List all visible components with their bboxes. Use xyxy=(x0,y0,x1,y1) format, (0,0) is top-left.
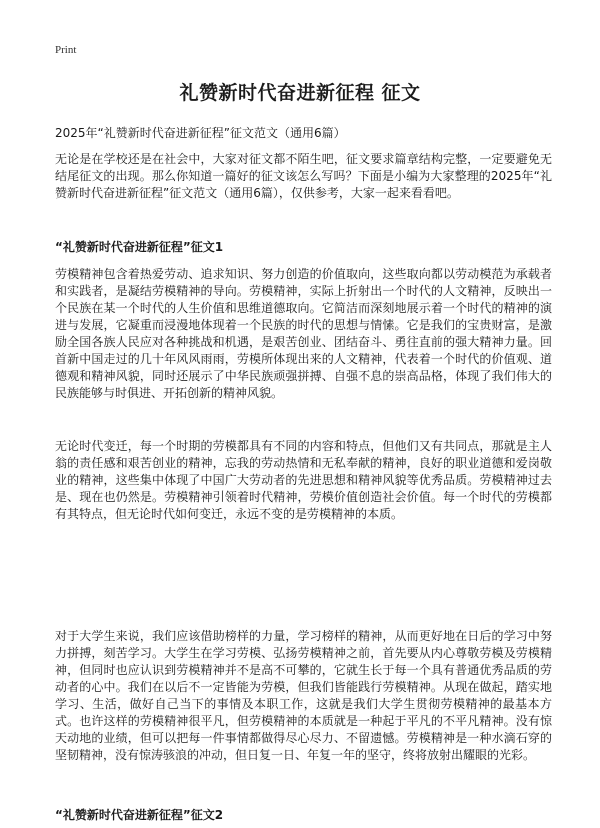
page-title: 礼赞新时代奋进新征程 征文 xyxy=(179,82,421,104)
intro-paragraph: 无论是在学校还是在社会中，大家对征文都不陌生吧，征文要求篇章结构完整，一定要避免无结尾征文的出现。那么你知道一篇好的征文该怎么写吗？下面是小编为大家整理的2025年“礼赞新时代奋进新征程”征文范文（通用6篇），仅供参考，大家一起来看看吧。 xyxy=(55,152,552,200)
section-1-paragraph-2: 无论时代变迁，每一个时期的劳模都具有不同的内容和特点，但他们又有共同点，那就是主人翁的责任感和艰苦创业的精神，忘我的劳动热情和无私奉献的精神，良好的职业道德和爱岗敬业的精神，这些集中体现了中国广大劳动者的先进思想和精神风貌等优秀品质。劳模精神过去是、现在也仍然是。劳模精神引领着时代精神，劳模价值创造社会价值。每一个时代的劳模都有其特点，但无论时代如何变迁，永远不变的是劳模精神的本质。 xyxy=(55,439,552,521)
section-1-paragraph-1: 劳模精神包含着热爱劳动、追求知识、努力创造的价值取向，这些取向都以劳动模范为承载者和实践者，是凝结劳模精神的导向。劳模精神，实际上折射出一个时代的人文精神，反映出一个民族在某一个时代的人生价值和思维道德取向。它简洁而深刻地展示着一个时代的精神的演进与发展，它凝重而浸漫地体现着一个民族的时代的思想与情愫。它是我们的宝贵财富，是激励全国各族人民应对各种挑战和机遇，是艰苦创业、团结奋斗、勇往直前的强大精神力量。回首新中国走过的几十年风风雨雨，劳模所体现出来的人文精神，代表着一个时代的价值观、道德观和精神风貌，同时还展示了中华民族顽强拼搏、自强不息的崇高品格，体现了我们伟大的民族能够与时俱进、开拓创新的精神风貌。 xyxy=(55,267,552,400)
section-1-paragraph-3: 对于大学生来说，我们应该借助榜样的力量，学习榜样的精神，从而更好地在日后的学习中努力拼搏，刻苦学习。大学生在学习劳模、弘扬劳模精神之前，首先要从内心尊敬劳模及劳模精神，但同时也应认识到劳模精神并不是高不可攀的，它就生长于每一个具有普通优秀品质的劳动者的心中。我们在以后不一定皆能为劳模，但我们皆能践行劳模精神。从现在做起，踏实地学习、生活，做好自己当下的事情及本职工作，这就是我们大学生贯彻劳模精神的最基本方式。也许这样的劳模精神很平凡，但劳模精神的本质就是一种起于平凡的不平凡精神。没有惊天动地的业绩，但可以把每一件事情都做得尽心尽力、不留遗憾。劳模精神是一种水滴石穿的坚韧精神，没有惊涛骇浪的冲动，但日复一日、年复一年的坚守，终将放射出耀眼的光彩。 xyxy=(55,629,552,762)
document-subtitle: 2025年“礼赞新时代奋进新征程”征文范文（通用6篇） xyxy=(55,126,346,140)
section-heading-2: “礼赞新时代奋进新征程”征文2 xyxy=(55,808,224,822)
section-heading-1: “礼赞新时代奋进新征程”征文1 xyxy=(55,240,224,254)
print-link[interactable]: Print xyxy=(55,44,77,56)
